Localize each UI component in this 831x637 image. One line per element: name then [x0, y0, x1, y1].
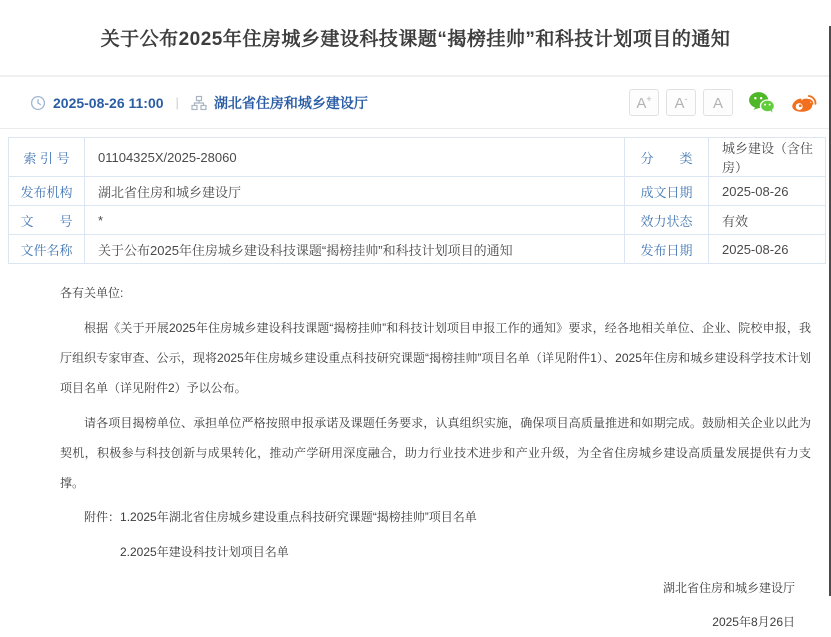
meta-bar: [0, 77, 831, 129]
info-label: 效力状态: [625, 206, 709, 235]
info-label: 发布机构: [9, 177, 85, 206]
info-label: 成文日期: [625, 177, 709, 206]
info-value: 2025-08-26: [709, 235, 826, 264]
publish-time: 2025-08-26 11:00: [53, 94, 164, 111]
body-paragraph: 根据《关于开展2025年住房城乡建设科技课题“揭榜挂帅”和科技计划项目申报工作的通知》要求，经各地相关单位、企业、院校申报，我厅组织专家审查、公示，现将2025年住房城乡建设重点科技研究课题“揭榜挂帅”项目名单（详见附件1）、2025年住房和城乡建设科学技术计划项目名单（详见附件2）予以公布。: [60, 321, 811, 395]
clock-icon: [30, 95, 46, 111]
info-value: 城乡建设（含住房）: [709, 138, 826, 177]
info-label: 索 引 号: [9, 138, 85, 177]
info-value: 2025-08-26: [709, 177, 826, 206]
page-title: 关于公布2025年住房城乡建设科技课题“揭榜挂帅”和科技计划项目的通知: [100, 29, 731, 50]
font-button-label: A: [636, 94, 647, 112]
sitemap-icon: [191, 95, 207, 111]
wechat-share-icon[interactable]: [748, 91, 775, 114]
signature: 湖北省住房和城乡建设厅: [662, 581, 795, 595]
info-value: 关于公布2025年住房城乡建设科技课题“揭榜挂帅”和科技计划项目的通知: [85, 235, 625, 264]
info-table-row: [9, 177, 826, 206]
font-decrease-button[interactable]: [666, 89, 696, 116]
info-table-row: [9, 235, 826, 264]
info-table-row: [9, 206, 826, 235]
meta-separator: |: [175, 95, 179, 110]
font-button-modifier: -: [684, 93, 688, 104]
document-header: [0, 0, 831, 77]
source-name[interactable]: 湖北省住房和城乡建设厅: [213, 94, 368, 111]
font-button-label: A: [674, 94, 685, 112]
weibo-share-icon[interactable]: [790, 91, 817, 114]
meta-left: [30, 93, 368, 113]
info-value: 有效: [709, 206, 826, 235]
document-body: [0, 264, 831, 637]
body-paragraph: 请各项目揭榜单位、承担单位严格按照申报承诺及课题任务要求，认真组织实施，确保项目高质量推进和如期完成。鼓励相关企业以此为契机，积极参与科技创新与成果转化，推动产学研用深度融合，助力行业技术进步和产业升级，为全省住房城乡建设高质量发展提供有力支撑。: [60, 416, 811, 490]
info-value: 01104325X/2025-28060: [85, 138, 625, 177]
font-reset-button[interactable]: [703, 89, 733, 116]
attachment-label: 附件：: [84, 510, 121, 524]
info-label: 文件名称: [9, 235, 85, 264]
font-increase-button[interactable]: [629, 89, 659, 116]
info-value: 湖北省住房和城乡建设厅: [85, 177, 625, 206]
info-table-row: [9, 138, 826, 177]
document-info-table: [8, 137, 826, 264]
attachment-item: 1.2025年湖北省住房城乡建设重点科技研究课题“揭榜挂帅”项目名单: [120, 510, 477, 524]
info-label: 文 号: [9, 206, 85, 235]
attachment-line: [60, 502, 811, 532]
attachment-item: 2.2025年建设科技计划项目名单: [120, 545, 289, 559]
font-button-modifier: +: [646, 93, 652, 104]
font-button-label: A: [712, 94, 723, 112]
info-value: *: [85, 206, 625, 235]
info-label: 分 类: [625, 138, 709, 177]
info-label: 发布日期: [625, 235, 709, 264]
attachment-line: [60, 537, 811, 567]
meta-right: [622, 89, 817, 116]
signature-date: 2025年8月26日: [712, 615, 795, 629]
salutation: 各有关单位:: [60, 286, 124, 300]
